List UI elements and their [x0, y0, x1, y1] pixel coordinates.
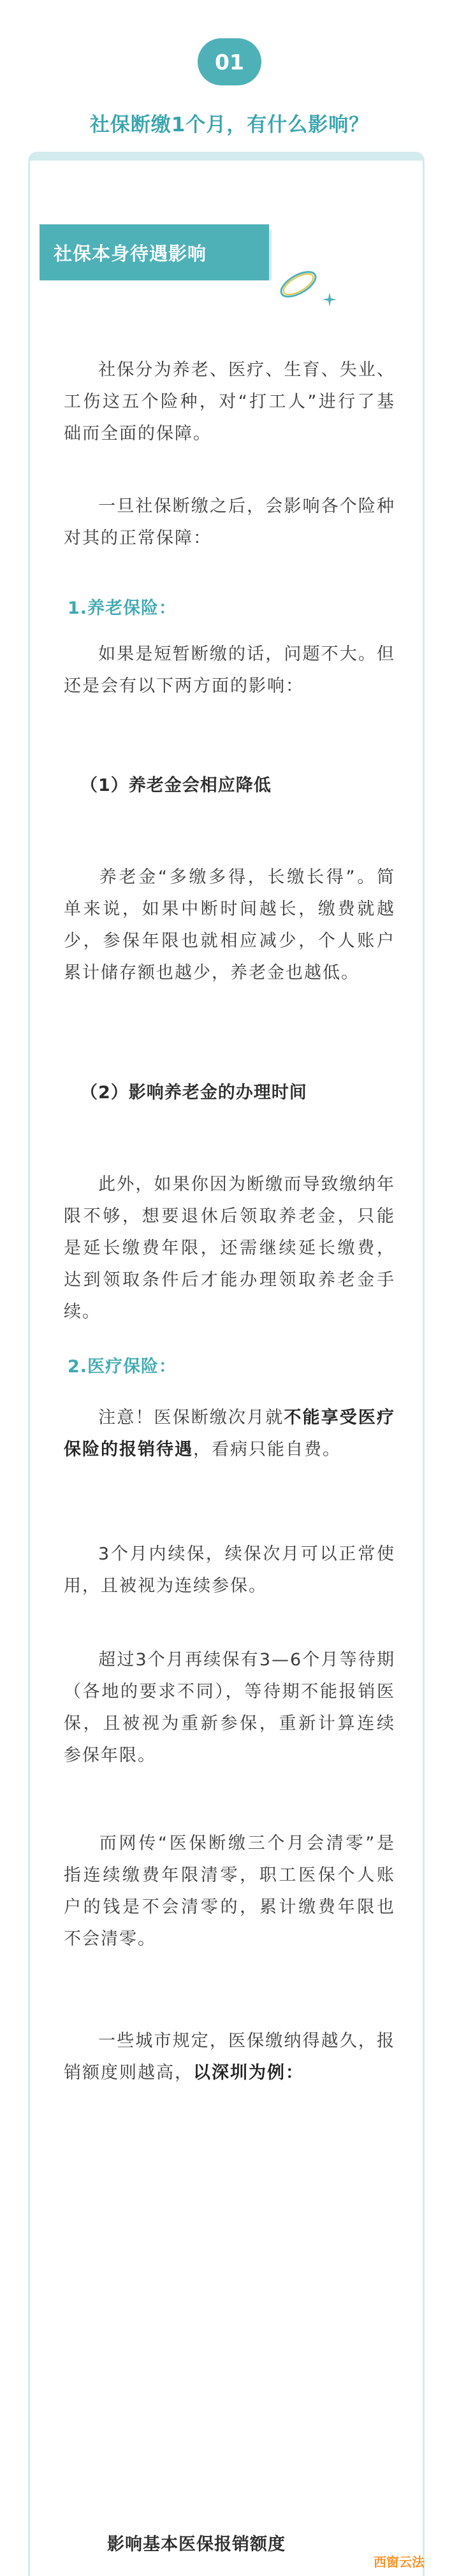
topic-label-box: 社保本身待遇影响 — [40, 224, 269, 280]
paragraph-intro: 社保分为养老、医疗、生育、失业、工伤这五个险种，对“打工人”进行了基础而全面的保障。 — [64, 360, 395, 444]
heading-medical-limit: 影响基本医保报销额度 — [107, 2535, 286, 2554]
city-example-emphasis: 以深圳为例： — [193, 2063, 304, 2083]
paragraph-medical-renew: 3个月内续保，续保次月可以正常使用，且被视为连续参保。 — [64, 1544, 395, 1596]
heading-medical-insurance: 2.医疗保险： — [68, 1357, 177, 1377]
ring-deco-icon — [273, 265, 324, 303]
heading-pension-timing: （2）影响养老金的办理时间 — [80, 1083, 307, 1103]
paragraph-medical-waiting: 超过3个月再续保有3—6个月等待期（各地的要求不同），等待期不能报销医保，且被视为重新参保，重新计算连续参保年限。 — [64, 1650, 395, 1765]
heading-pension-lower: （1）养老金会相应降低 — [80, 776, 272, 795]
section-title: 社保断缴1个月，有什么影响？ — [89, 113, 370, 136]
paragraph-medical-notice: 注意！医保断缴次月就不能享受医疗保险的报销待遇，看病只能自费。 — [64, 1408, 395, 1459]
paragraph-pension-detail: 养老金“多缴多得，长缴长得”。简单来说，如果中断时间越长，缴费就越少，参保年限也就相应减少，个人账户累计储存额也越少，养老金也越低。 — [64, 867, 395, 983]
paragraph-medical-city: 一些城市规定，医保缴纳得越久，报销额度则越高，以深圳为例： — [64, 2031, 395, 2083]
watermark-logo: 西窗云法 — [374, 2554, 425, 2570]
sparkle-star-icon — [322, 292, 337, 307]
heading-pension-insurance: 1.养老保险： — [68, 598, 177, 618]
paragraph-pension-intro: 如果是短暂断缴的话，问题不大。但还是会有以下两方面的影响： — [64, 644, 395, 696]
section-number-badge: 01 — [198, 38, 261, 85]
paragraph-pension-timing: 此外，如果你因为断缴而导致缴纳年限不够，想要退休后领取养老金，只能是延长缴费年限，还需继续延长缴费，达到领取条件后才能办理领取养老金手续。 — [64, 1175, 395, 1322]
paragraph-break-impact: 一旦社保断缴之后，会影响各个险种对其的正常保障： — [64, 496, 395, 548]
paragraph-medical-rumor: 而网传“医保断缴三个月会清零”是指连续缴费年限清零，职工医保个人账户的钱是不会清零的，累计缴费年限也不会清零。 — [64, 1834, 395, 1949]
medical-notice-emphasis: 不能享受医疗保险的报销待遇 — [64, 1408, 395, 1459]
